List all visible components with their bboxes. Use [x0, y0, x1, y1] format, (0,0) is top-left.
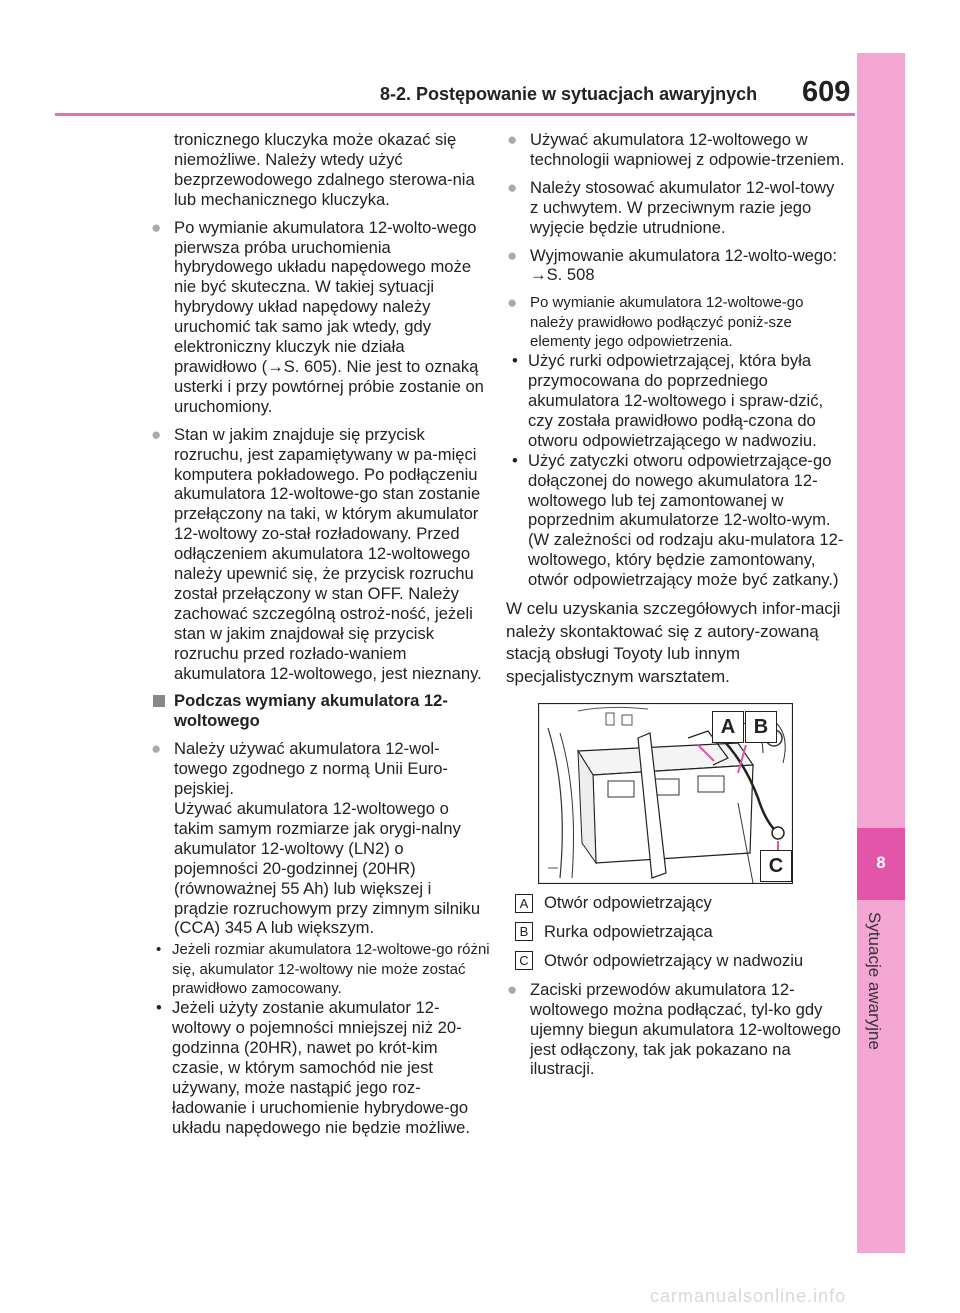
bullet-item: ● Stan w jakim znajduje się przycisk rozruchu, jest zapamiętywany w pa-mięci komputera pokładowego. Po podłączeniu akumulatora 12-woltowe-go stan zostanie przełączony na taki, w którym akumulator 12-woltowy zo-stał rozładowany. Przed odłączeniem akumulatora 12-woltowego należy upewnić się, że przycisk rozruchu został przełączony w stan OFF. Należy zachować szczególną ostroż-ność, jeżeli stan w jakim znajdował się przycisk rozruchu przed rozłado-waniem akumulatora 12-woltowego, jest nieznany. — [150, 425, 490, 684]
sub-bullet: • Jeżeli rozmiar akumulatora 12-woltowe-go różni się, akumulator 12-woltowy nie może zostać prawidłowo zamocowany. — [150, 940, 490, 998]
page-number: 609 — [802, 76, 851, 108]
contact-paragraph: W celu uzyskania szczegółowych infor-macji należy skontaktować się z autory-zowaną stacją obsługi Toyoty lub innym specjalistycznym warsztatem. — [506, 599, 841, 686]
legend-item — [506, 922, 846, 942]
bullet-item: ● Zaciski przewodów akumulatora 12-woltowego można podłączać, tyl-ko gdy ujemny biegun akumulatora 12-woltowego jest odłączony, tak jak pokazano na ilustracji. — [506, 980, 846, 1080]
chapter-number: 8 — [876, 853, 886, 872]
bullet-item: ● Używać akumulatora 12-woltowego w technologii wapniowej z odpowie-trzeniem. — [506, 130, 846, 170]
continued-text: tronicznego kluczyka może okazać się niemożliwe. Należy wtedy użyć bezprzewodowego zdalnego sterowa-nia lub mechanicznego kluczyka. — [174, 130, 475, 209]
legend-key: C — [515, 951, 533, 970]
bullet-continuation: Używać akumulatora 12-woltowego o takim samym rozmiarze jak orygi-nalny akumulator 12-woltowy (LN2) o pojemności 20-godzinnej (20HR) (równoważnej 55 Ah) lub większej i prądzie rozruchowym przy zimnym silniku (CCA) 345 A lub większym. — [174, 799, 481, 938]
legend — [506, 893, 846, 971]
chapter-strip — [857, 53, 905, 1253]
sub-bullet: • Użyć rurki odpowietrzającej, która była przymocowana do poprzedniego akumulatora 12-woltowego i spraw-dzić, czy została prawidłowo podłą-czona do otworu odpowietrzającego w nadwoziu. — [506, 351, 846, 451]
chapter-label: Sytuacje awaryjne — [865, 912, 884, 1050]
legend-text: Otwór odpowietrzający — [544, 893, 712, 913]
callout-a: A — [712, 711, 744, 743]
bullet-item: ● Należy stosować akumulator 12-wol-towy z uchwytem. W przeciwnym razie jego wyjęcie będzie utrudnione. — [506, 178, 846, 238]
sub-bullet: • Jeżeli użyty zostanie akumulator 12-woltowy o pojemności mniejszej niż 20-godzinna (20HR), nawet po krót-kim czasie, w którym samochód nie jest używany, może nastąpić jego roz-ładowanie i uruchomienie hybrydowe-go układu napędowego nie będzie możliwe. — [150, 998, 490, 1137]
bullet-item: ● Wyjmowanie akumulatora 12-wolto-wego: →S. 508 — [506, 246, 846, 286]
legend-item — [506, 893, 846, 913]
bullet-item: ● Po wymianie akumulatora 12-woltowe-go należy prawidłowo podłączyć poniż-sze elementy jego odpowietrzenia. — [506, 293, 846, 351]
legend-item — [506, 951, 846, 971]
legend-text: Otwór odpowietrzający w nadwoziu — [544, 950, 804, 970]
section-heading: Podczas wymiany akumulatora 12-woltowego — [150, 691, 490, 731]
left-column — [150, 130, 490, 1138]
bullet-item: ● Należy używać akumulatora 12-wol-towego zgodnego z normą Unii Euro-pejskiej. — [150, 739, 490, 799]
header-title: 8-2. Postępowanie w sytuacjach awaryjnych — [380, 84, 758, 104]
callout-c: C — [760, 850, 792, 882]
legend-key: B — [515, 922, 533, 941]
battery-illustration — [538, 703, 793, 884]
legend-text: Rurka odpowietrzająca — [544, 922, 713, 942]
sub-bullet: • Użyć zatyczki otworu odpowietrzające-go dołączonej do nowego akumulatora 12-woltowego lub tej zamontowanej w poprzednim akumulatorze 12-wolto-wym. (W zależności od rodzaju aku-mulatora 12-woltowego, który będzie zamontowany, otwór odpowietrzający może być zatkany.) — [506, 451, 846, 590]
bullet-item: ● Po wymianie akumulatora 12-wolto-wego pierwsza próba uruchomienia hybrydowego układu napędowego może nie być skuteczna. W takiej sytuacji hybrydowy układ napędowy należy uruchomić tak samo jak wtedy, gdy elektroniczny kluczyk nie działa prawidłowo (→S. 605). Nie jest to oznaką usterki i przy powtórnej próbie zostanie on uruchomiony. — [150, 218, 490, 417]
legend-key: A — [515, 894, 533, 913]
watermark: carmanualsonline.info — [650, 1286, 847, 1306]
header-rule — [55, 113, 855, 116]
right-column — [506, 130, 846, 1087]
callout-b: B — [745, 711, 777, 743]
